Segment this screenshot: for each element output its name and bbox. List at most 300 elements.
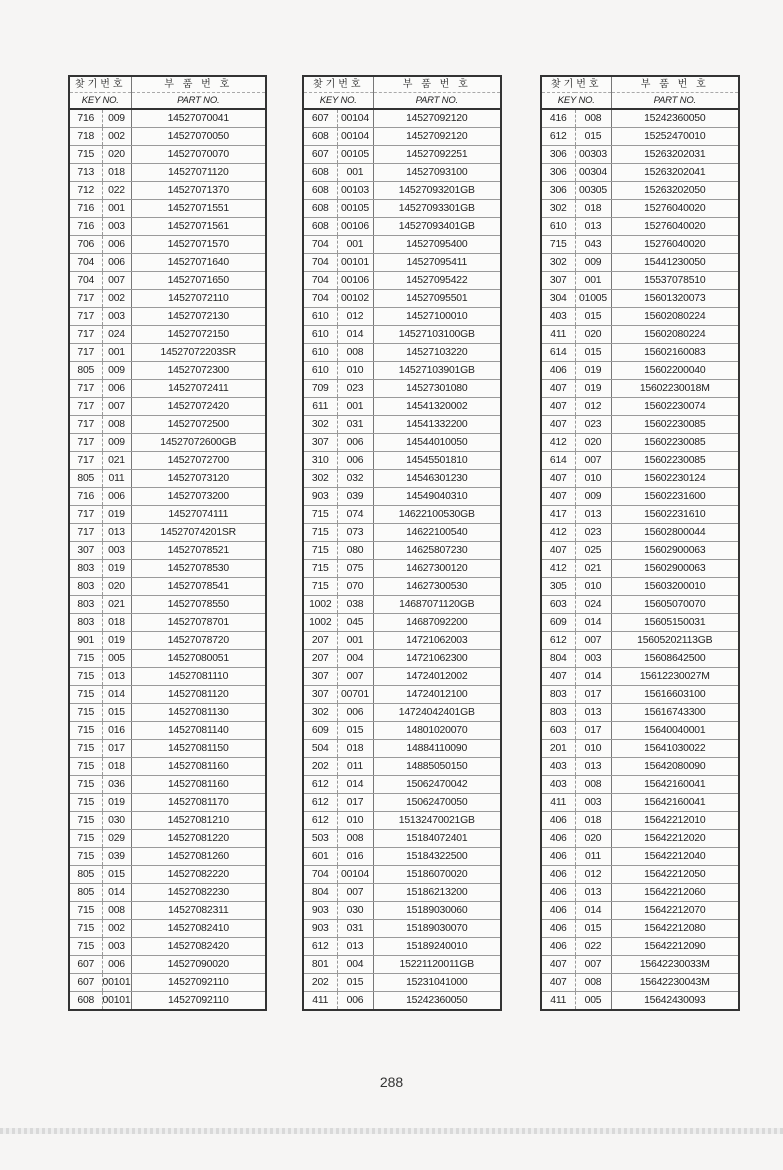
key-no-item: 019 bbox=[102, 506, 131, 524]
table-row bbox=[70, 254, 265, 272]
key-no-group: 406 bbox=[542, 938, 575, 956]
key-no-group: 715 bbox=[70, 848, 102, 866]
key-no-item: 032 bbox=[337, 470, 373, 488]
key-no-group: 610 bbox=[304, 326, 337, 344]
table-row bbox=[70, 740, 265, 758]
part-no: 14527070050 bbox=[131, 128, 265, 146]
key-no-item: 00106 bbox=[337, 218, 373, 236]
table-row bbox=[542, 884, 738, 902]
key-no-group: 716 bbox=[70, 488, 102, 506]
key-no-item: 003 bbox=[102, 218, 131, 236]
key-no-item: 039 bbox=[102, 848, 131, 866]
key-no-group: 307 bbox=[304, 686, 337, 704]
key-no-group: 805 bbox=[70, 362, 102, 380]
table-row bbox=[70, 668, 265, 686]
table-row bbox=[304, 614, 500, 632]
key-no-group: 407 bbox=[542, 398, 575, 416]
part-no: 14527074111 bbox=[131, 506, 265, 524]
key-no-group: 717 bbox=[70, 290, 102, 308]
part-no: 14687071120GB bbox=[373, 596, 500, 614]
table-row bbox=[304, 200, 500, 218]
part-no: 14527092110 bbox=[131, 992, 265, 1010]
table-row bbox=[304, 992, 500, 1010]
key-no-group: 715 bbox=[70, 740, 102, 758]
key-no-item: 019 bbox=[102, 632, 131, 650]
key-no-item: 002 bbox=[102, 920, 131, 938]
table-row bbox=[542, 650, 738, 668]
part-no: 15186070020 bbox=[373, 866, 500, 884]
part-no: 14724042401GB bbox=[373, 704, 500, 722]
part-no: 15184322500 bbox=[373, 848, 500, 866]
key-no-item: 080 bbox=[337, 542, 373, 560]
key-no-item: 006 bbox=[102, 488, 131, 506]
key-no-group: 608 bbox=[304, 164, 337, 182]
part-no: 14527072600GB bbox=[131, 434, 265, 452]
part-no: 15642212010 bbox=[611, 812, 738, 830]
part-no: 15602230085 bbox=[611, 416, 738, 434]
part-no: 14527081260 bbox=[131, 848, 265, 866]
key-no-item: 015 bbox=[102, 866, 131, 884]
part-no: 15441230050 bbox=[611, 254, 738, 272]
key-no-item: 011 bbox=[337, 758, 373, 776]
table-row bbox=[542, 740, 738, 758]
table-row bbox=[304, 848, 500, 866]
key-no-group: 601 bbox=[304, 848, 337, 866]
table-row bbox=[304, 308, 500, 326]
part-no: 14527081210 bbox=[131, 812, 265, 830]
key-header-ko: 찾기번호 bbox=[542, 77, 611, 93]
key-no-item: 014 bbox=[575, 902, 611, 920]
table-row bbox=[70, 524, 265, 542]
table-row bbox=[70, 109, 265, 128]
key-no-item: 009 bbox=[575, 254, 611, 272]
key-no-group: 716 bbox=[70, 109, 102, 128]
key-no-item: 043 bbox=[575, 236, 611, 254]
part-no: 15276040020 bbox=[611, 236, 738, 254]
key-no-group: 704 bbox=[304, 254, 337, 272]
key-no-group: 612 bbox=[542, 128, 575, 146]
key-header-ko: 찾기번호 bbox=[304, 77, 373, 93]
key-no-group: 411 bbox=[542, 326, 575, 344]
key-no-group: 417 bbox=[542, 506, 575, 524]
table-row bbox=[70, 956, 265, 974]
key-no-item: 017 bbox=[575, 722, 611, 740]
table-row bbox=[542, 488, 738, 506]
table-row bbox=[70, 398, 265, 416]
key-no-group: 715 bbox=[70, 830, 102, 848]
key-no-group: 307 bbox=[70, 542, 102, 560]
key-no-item: 070 bbox=[337, 578, 373, 596]
part-no: 14527070070 bbox=[131, 146, 265, 164]
part-no: 14527092251 bbox=[373, 146, 500, 164]
part-no: 14527095400 bbox=[373, 236, 500, 254]
key-no-group: 715 bbox=[70, 938, 102, 956]
table-row bbox=[542, 776, 738, 794]
part-no: 14541320002 bbox=[373, 398, 500, 416]
table-row bbox=[542, 920, 738, 938]
key-no-group: 715 bbox=[304, 524, 337, 542]
key-no-item: 001 bbox=[575, 272, 611, 290]
key-no-item: 001 bbox=[337, 164, 373, 182]
table-row bbox=[542, 452, 738, 470]
part-no: 14527103100GB bbox=[373, 326, 500, 344]
key-no-item: 010 bbox=[575, 578, 611, 596]
part-no: 14527071120 bbox=[131, 164, 265, 182]
table-row bbox=[304, 578, 500, 596]
key-no-group: 804 bbox=[304, 884, 337, 902]
table-row bbox=[70, 578, 265, 596]
part-no: 14527072411 bbox=[131, 380, 265, 398]
key-no-group: 801 bbox=[304, 956, 337, 974]
part-header-en: PART NO. bbox=[373, 93, 500, 110]
key-no-group: 715 bbox=[70, 668, 102, 686]
part-no: 14527081150 bbox=[131, 740, 265, 758]
key-no-item: 018 bbox=[575, 200, 611, 218]
table-row bbox=[304, 686, 500, 704]
part-no: 14527081140 bbox=[131, 722, 265, 740]
part-no: 14527095422 bbox=[373, 272, 500, 290]
key-no-group: 310 bbox=[304, 452, 337, 470]
key-no-group: 715 bbox=[304, 542, 337, 560]
key-no-group: 406 bbox=[542, 362, 575, 380]
part-no: 15242360050 bbox=[611, 109, 738, 128]
table-row bbox=[304, 938, 500, 956]
key-no-item: 015 bbox=[575, 308, 611, 326]
part-no: 15189030070 bbox=[373, 920, 500, 938]
key-no-group: 406 bbox=[542, 866, 575, 884]
key-no-group: 717 bbox=[70, 452, 102, 470]
key-no-item: 075 bbox=[337, 560, 373, 578]
part-no: 14885050150 bbox=[373, 758, 500, 776]
key-no-item: 003 bbox=[102, 308, 131, 326]
part-no: 15602800044 bbox=[611, 524, 738, 542]
table-row bbox=[304, 902, 500, 920]
part-no: 14527082311 bbox=[131, 902, 265, 920]
table-row bbox=[304, 146, 500, 164]
table-row bbox=[304, 776, 500, 794]
part-no: 14527100010 bbox=[373, 308, 500, 326]
key-no-item: 021 bbox=[102, 596, 131, 614]
key-no-item: 022 bbox=[102, 182, 131, 200]
part-no: 15602230085 bbox=[611, 452, 738, 470]
table-row bbox=[304, 109, 500, 128]
part-no: 14527092110 bbox=[131, 974, 265, 992]
key-no-group: 403 bbox=[542, 776, 575, 794]
key-no-group: 407 bbox=[542, 542, 575, 560]
key-no-group: 411 bbox=[542, 794, 575, 812]
key-no-item: 013 bbox=[575, 704, 611, 722]
key-no-group: 803 bbox=[542, 686, 575, 704]
key-no-group: 716 bbox=[70, 218, 102, 236]
part-no: 15602231600 bbox=[611, 488, 738, 506]
key-no-item: 007 bbox=[337, 884, 373, 902]
table-row bbox=[70, 758, 265, 776]
key-no-group: 903 bbox=[304, 920, 337, 938]
key-no-group: 715 bbox=[304, 578, 337, 596]
key-no-item: 001 bbox=[337, 236, 373, 254]
key-no-item: 038 bbox=[337, 596, 373, 614]
key-no-item: 025 bbox=[575, 542, 611, 560]
part-no: 15642212070 bbox=[611, 902, 738, 920]
part-no: 14527071640 bbox=[131, 254, 265, 272]
part-no: 14527081160 bbox=[131, 776, 265, 794]
part-no: 14527072110 bbox=[131, 290, 265, 308]
key-no-group: 614 bbox=[542, 452, 575, 470]
key-no-item: 039 bbox=[337, 488, 373, 506]
key-no-item: 011 bbox=[102, 470, 131, 488]
key-no-item: 013 bbox=[575, 884, 611, 902]
key-no-group: 610 bbox=[304, 344, 337, 362]
key-no-group: 302 bbox=[304, 704, 337, 722]
table-row bbox=[542, 200, 738, 218]
table-row bbox=[304, 974, 500, 992]
part-no: 14527072420 bbox=[131, 398, 265, 416]
key-no-group: 715 bbox=[304, 506, 337, 524]
part-no: 14527071570 bbox=[131, 236, 265, 254]
key-no-group: 717 bbox=[70, 524, 102, 542]
key-no-group: 202 bbox=[304, 974, 337, 992]
part-no: 14527073120 bbox=[131, 470, 265, 488]
table-row bbox=[542, 866, 738, 884]
key-no-item: 00105 bbox=[337, 200, 373, 218]
part-no: 14527103220 bbox=[373, 344, 500, 362]
table-row bbox=[70, 218, 265, 236]
key-no-group: 717 bbox=[70, 434, 102, 452]
key-no-item: 009 bbox=[102, 434, 131, 452]
part-no: 15537078510 bbox=[611, 272, 738, 290]
key-no-item: 012 bbox=[575, 398, 611, 416]
table-row bbox=[542, 956, 738, 974]
table-row bbox=[542, 326, 738, 344]
part-header-ko: 부 품 번 호 bbox=[131, 77, 265, 93]
key-no-item: 010 bbox=[337, 362, 373, 380]
table-row bbox=[70, 812, 265, 830]
key-no-item: 001 bbox=[337, 398, 373, 416]
key-no-group: 612 bbox=[304, 794, 337, 812]
table-row bbox=[70, 362, 265, 380]
table-row bbox=[304, 884, 500, 902]
table-row bbox=[304, 416, 500, 434]
key-no-item: 001 bbox=[337, 632, 373, 650]
key-no-item: 014 bbox=[337, 326, 373, 344]
part-no: 15602900063 bbox=[611, 560, 738, 578]
part-no: 15642212020 bbox=[611, 830, 738, 848]
key-no-item: 008 bbox=[102, 416, 131, 434]
key-no-item: 006 bbox=[102, 956, 131, 974]
table-row bbox=[542, 686, 738, 704]
part-no: 15641030022 bbox=[611, 740, 738, 758]
part-no: 14527074201SR bbox=[131, 524, 265, 542]
part-no: 14541332200 bbox=[373, 416, 500, 434]
table-row bbox=[304, 182, 500, 200]
part-no: 15616603100 bbox=[611, 686, 738, 704]
part-no: 15602230085 bbox=[611, 434, 738, 452]
key-no-group: 803 bbox=[70, 560, 102, 578]
key-no-item: 022 bbox=[575, 938, 611, 956]
table-row bbox=[70, 776, 265, 794]
part-header-en: PART NO. bbox=[131, 93, 265, 110]
part-no: 15062470050 bbox=[373, 794, 500, 812]
part-header-ko: 부 품 번 호 bbox=[611, 77, 738, 93]
key-no-item: 020 bbox=[575, 830, 611, 848]
part-no: 15132470021GB bbox=[373, 812, 500, 830]
key-no-group: 704 bbox=[304, 290, 337, 308]
key-no-item: 008 bbox=[337, 830, 373, 848]
key-no-item: 00701 bbox=[337, 686, 373, 704]
table-row bbox=[304, 470, 500, 488]
table-row bbox=[542, 218, 738, 236]
key-no-group: 302 bbox=[304, 416, 337, 434]
part-no: 14527081170 bbox=[131, 794, 265, 812]
table-row bbox=[542, 308, 738, 326]
part-no: 14527081120 bbox=[131, 686, 265, 704]
table-row bbox=[542, 974, 738, 992]
table-row bbox=[304, 326, 500, 344]
table-row bbox=[70, 326, 265, 344]
key-no-item: 036 bbox=[102, 776, 131, 794]
key-no-group: 207 bbox=[304, 632, 337, 650]
key-no-group: 307 bbox=[542, 272, 575, 290]
key-no-item: 00101 bbox=[102, 992, 131, 1010]
key-no-item: 021 bbox=[102, 452, 131, 470]
part-no: 15640040001 bbox=[611, 722, 738, 740]
part-no: 15276040020 bbox=[611, 200, 738, 218]
table-row bbox=[304, 434, 500, 452]
part-no: 14544010050 bbox=[373, 434, 500, 452]
key-no-group: 607 bbox=[70, 974, 102, 992]
table-row bbox=[304, 956, 500, 974]
part-no: 14527081110 bbox=[131, 668, 265, 686]
key-no-group: 610 bbox=[304, 362, 337, 380]
part-no: 15062470042 bbox=[373, 776, 500, 794]
key-no-item: 003 bbox=[102, 542, 131, 560]
key-no-group: 608 bbox=[304, 200, 337, 218]
part-no: 15642430093 bbox=[611, 992, 738, 1010]
part-no: 14527082410 bbox=[131, 920, 265, 938]
table-row bbox=[70, 704, 265, 722]
part-no: 14627300530 bbox=[373, 578, 500, 596]
key-no-item: 006 bbox=[337, 992, 373, 1010]
part-no: 15642212080 bbox=[611, 920, 738, 938]
key-no-item: 00103 bbox=[337, 182, 373, 200]
key-no-group: 1002 bbox=[304, 614, 337, 632]
key-no-group: 609 bbox=[304, 722, 337, 740]
key-no-group: 503 bbox=[304, 830, 337, 848]
key-no-group: 715 bbox=[70, 794, 102, 812]
key-no-group: 803 bbox=[70, 578, 102, 596]
table-row bbox=[70, 938, 265, 956]
table-row bbox=[542, 290, 738, 308]
table-row bbox=[542, 109, 738, 128]
key-no-group: 412 bbox=[542, 524, 575, 542]
key-no-group: 713 bbox=[70, 164, 102, 182]
part-no: 15605202113GB bbox=[611, 632, 738, 650]
key-no-item: 008 bbox=[575, 109, 611, 128]
part-no: 15602080224 bbox=[611, 326, 738, 344]
table-row bbox=[304, 398, 500, 416]
part-no: 15276040020 bbox=[611, 218, 738, 236]
key-no-item: 018 bbox=[102, 164, 131, 182]
part-no: 14622100530GB bbox=[373, 506, 500, 524]
key-no-item: 015 bbox=[337, 974, 373, 992]
table-row bbox=[304, 920, 500, 938]
table-row bbox=[542, 524, 738, 542]
part-no: 15605150031 bbox=[611, 614, 738, 632]
key-no-item: 009 bbox=[102, 362, 131, 380]
key-no-group: 612 bbox=[304, 776, 337, 794]
part-no: 15616743300 bbox=[611, 704, 738, 722]
part-no: 15263202041 bbox=[611, 164, 738, 182]
part-no: 14527093201GB bbox=[373, 182, 500, 200]
table-row bbox=[542, 758, 738, 776]
table-row bbox=[304, 362, 500, 380]
part-no: 14527082420 bbox=[131, 938, 265, 956]
table-row bbox=[70, 902, 265, 920]
key-no-item: 013 bbox=[575, 218, 611, 236]
key-no-item: 015 bbox=[575, 128, 611, 146]
parts-table-1 bbox=[68, 75, 267, 1011]
table-row bbox=[542, 560, 738, 578]
key-no-group: 403 bbox=[542, 308, 575, 326]
key-no-group: 804 bbox=[542, 650, 575, 668]
key-no-group: 715 bbox=[70, 146, 102, 164]
key-no-item: 023 bbox=[337, 380, 373, 398]
part-no: 15612230027M bbox=[611, 668, 738, 686]
table-row bbox=[542, 164, 738, 182]
part-no: 14527081160 bbox=[131, 758, 265, 776]
key-no-group: 805 bbox=[70, 866, 102, 884]
part-no: 14527092120 bbox=[373, 109, 500, 128]
part-no: 14527093401GB bbox=[373, 218, 500, 236]
key-no-group: 715 bbox=[70, 704, 102, 722]
key-no-item: 008 bbox=[575, 974, 611, 992]
parts-table-2 bbox=[302, 75, 502, 1011]
key-no-group: 612 bbox=[304, 938, 337, 956]
part-no: 15602230124 bbox=[611, 470, 738, 488]
part-no: 15263202050 bbox=[611, 182, 738, 200]
key-no-group: 201 bbox=[542, 740, 575, 758]
key-header-en: KEY NO. bbox=[542, 93, 611, 110]
part-no: 14527071370 bbox=[131, 182, 265, 200]
table-row bbox=[70, 488, 265, 506]
part-no: 14527081220 bbox=[131, 830, 265, 848]
key-no-group: 307 bbox=[304, 434, 337, 452]
table-row bbox=[304, 866, 500, 884]
table-row bbox=[70, 506, 265, 524]
table-row bbox=[304, 722, 500, 740]
key-no-item: 009 bbox=[575, 488, 611, 506]
key-no-group: 612 bbox=[542, 632, 575, 650]
key-no-item: 007 bbox=[575, 452, 611, 470]
key-no-group: 407 bbox=[542, 974, 575, 992]
table-row bbox=[304, 650, 500, 668]
table-row bbox=[304, 596, 500, 614]
key-no-item: 015 bbox=[102, 704, 131, 722]
key-no-item: 015 bbox=[575, 344, 611, 362]
key-no-group: 803 bbox=[70, 614, 102, 632]
key-header-en: KEY NO. bbox=[304, 93, 373, 110]
key-no-group: 612 bbox=[304, 812, 337, 830]
table-row bbox=[304, 812, 500, 830]
part-no: 15231041000 bbox=[373, 974, 500, 992]
part-no: 14884110090 bbox=[373, 740, 500, 758]
key-no-item: 014 bbox=[102, 884, 131, 902]
key-no-item: 014 bbox=[575, 668, 611, 686]
table-row bbox=[542, 254, 738, 272]
key-no-item: 013 bbox=[337, 938, 373, 956]
key-no-item: 073 bbox=[337, 524, 373, 542]
key-no-group: 403 bbox=[542, 758, 575, 776]
